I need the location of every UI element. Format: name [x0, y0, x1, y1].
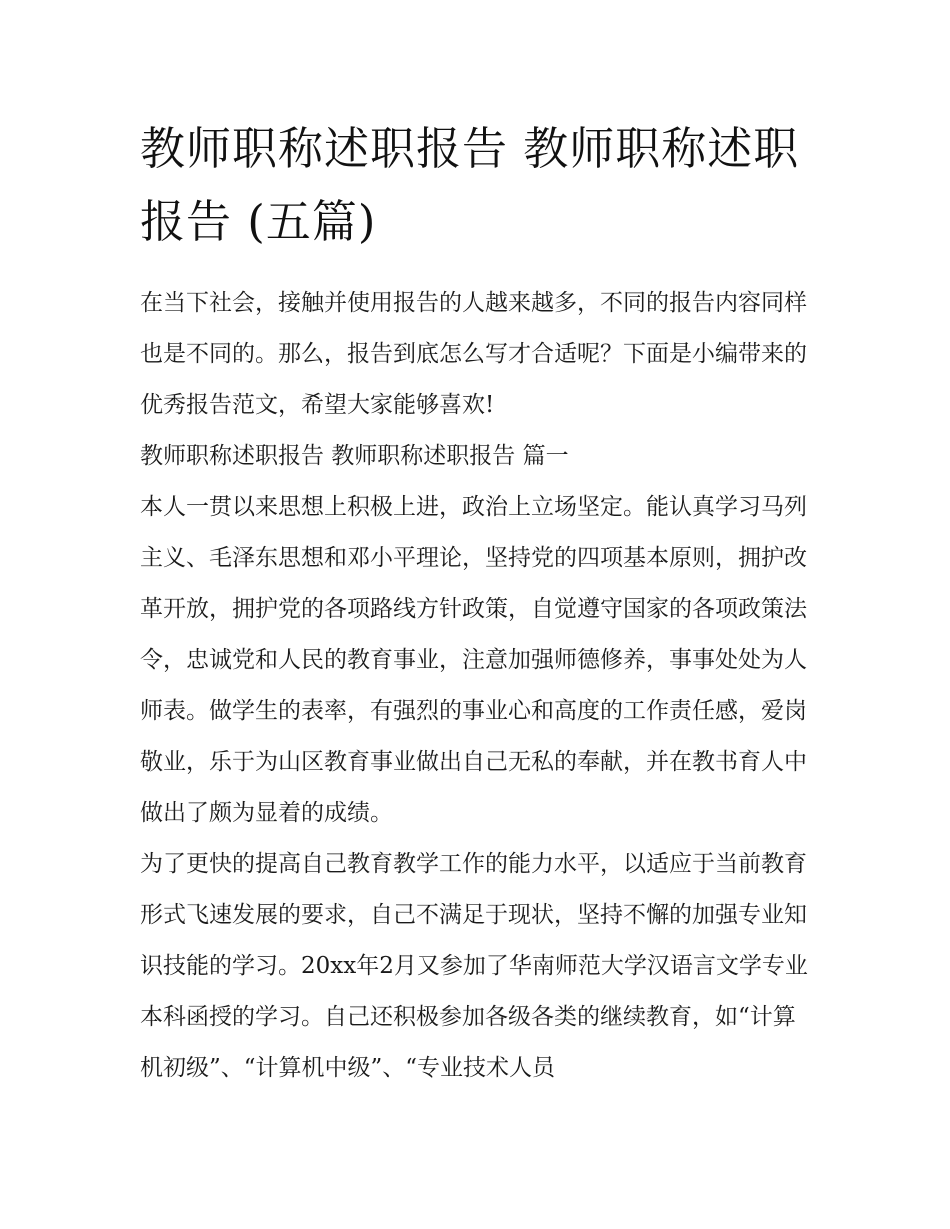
document-title: 教师职称述职报告 教师职称述职报告 (五篇): [140, 122, 800, 248]
intro-paragraph: 在当下社会，接触并使用报告的人越来越多，不同的报告内容同样也是不同的。那么，报告到底怎么写才合适呢？下面是小编带来的优秀报告范文，希望大家能够喜欢!: [140, 290, 807, 418]
body-paragraph-1: 本人一贯以来思想上积极上进，政治上立场坚定。能认真学习马列主义、毛泽东思想和邓小平理论，坚持党的四项基本原则，拥护改革开放，拥护党的各项路线方针政策，自觉遵守国家的各项政策法令，忠诚党和人民的教育事业，注意加强师德修养，事事处处为人师表。做学生的表率，有强烈的事业心和高度的工作责任感，爱岗敬业，乐于为山区教育事业做出自己无私的奉献，并在教书育人中做出了颇为显着的成绩。: [140, 494, 807, 826]
document-body: [140, 278, 812, 1094]
document-page: [140, 112, 812, 1094]
body-paragraph-2: 为了更快的提高自己教育教学工作的能力水平，以适应于当前教育形式飞速发展的要求，自己不满足于现状，坚持不懈的加强专业知识技能的学习。20xx年2月又参加了华南师范大学汉语言文学专业本科函授的学习。自己还积极参加各级各类的继续教育，如“计算机初级”、“计算机中级”、“专业技术人员: [140, 851, 808, 1081]
section-heading: 教师职称述职报告 教师职称述职报告 篇一: [140, 443, 569, 469]
